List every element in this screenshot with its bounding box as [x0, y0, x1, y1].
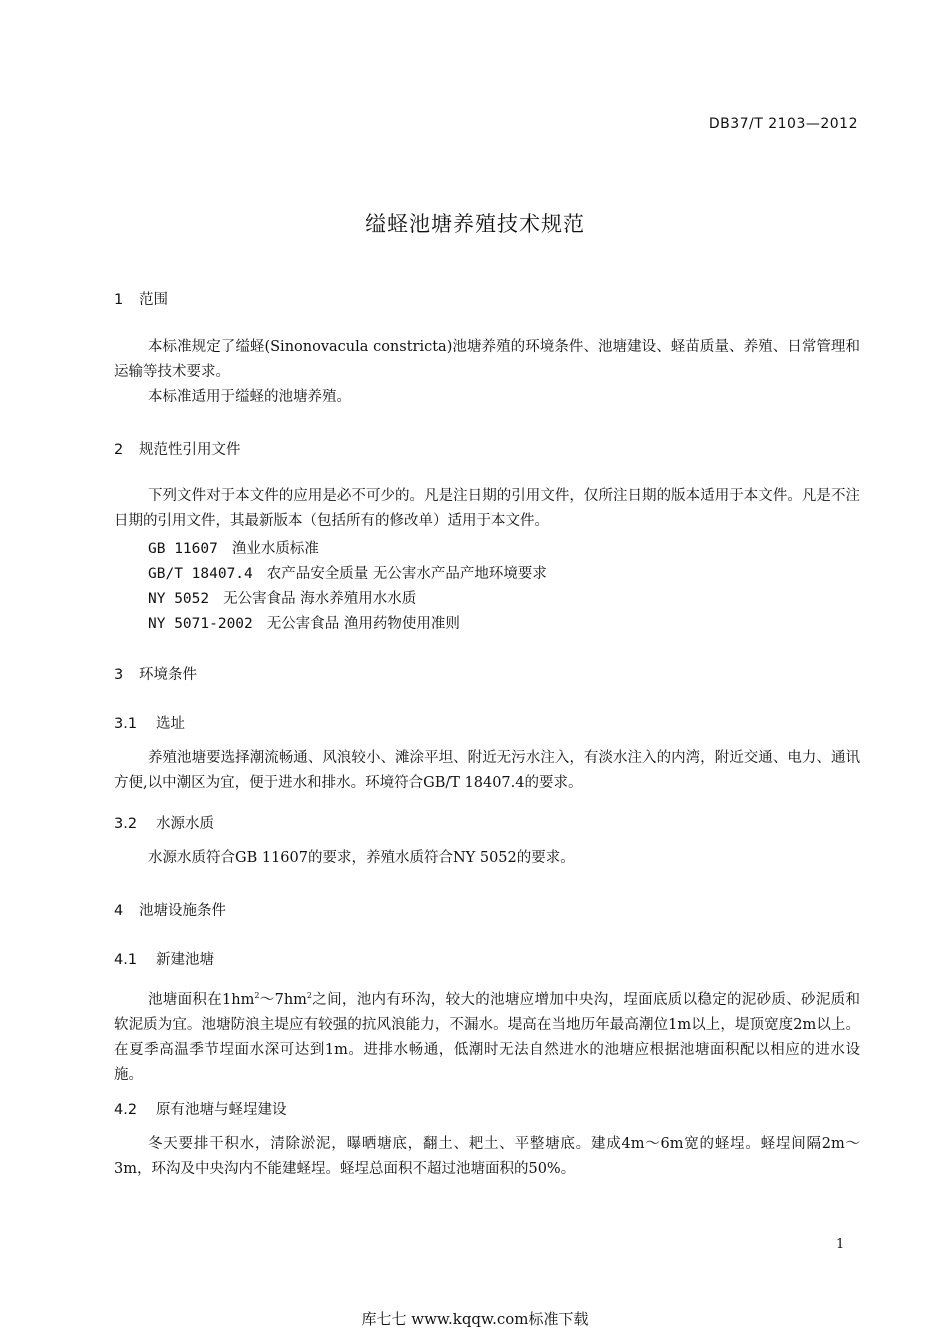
document-title: 缢蛏池塘养殖技术规范	[365, 212, 585, 236]
section-title: 环境条件	[139, 667, 197, 683]
section-number: 1	[114, 292, 124, 308]
subsection-number: 4.2	[114, 1102, 138, 1118]
section-number: 2	[114, 442, 124, 458]
subsection-title: 水源水质	[156, 816, 214, 832]
paragraph: 水源水质符合GB 11607的要求，养殖水质符合NY 5052的要求。	[148, 850, 575, 866]
subsection-title: 选址	[156, 716, 185, 732]
reference-item	[148, 537, 319, 558]
reference-item	[148, 562, 547, 583]
reference-item	[148, 612, 460, 633]
subsection-4-1-heading	[114, 948, 214, 969]
paragraph: 本标准规定了缢蛏(Sinonovacula constricta)池塘养殖的环境条件、池塘建设、蛏苗质量、养殖、日常管理和运输等技术要求。	[114, 339, 860, 380]
subsection-number: 4.1	[114, 952, 138, 968]
section-4-heading	[114, 899, 226, 920]
standard-code: DB37/T 2103—2012	[708, 116, 858, 132]
section-3-heading	[114, 663, 197, 684]
text-run: 池塘面积在1hm	[148, 992, 255, 1008]
reference-name: 无公害食品 渔用药物使用准则	[266, 616, 460, 632]
section-title: 规范性引用文件	[139, 442, 241, 458]
text-run: ～7hm	[259, 992, 307, 1008]
subsection-number: 3.2	[114, 816, 138, 832]
subsection-title: 原有池塘与蛏埕建设	[156, 1102, 287, 1118]
section-1-heading	[114, 288, 168, 309]
reference-code: NY 5052	[148, 591, 210, 607]
subsection-3-2-heading	[114, 812, 214, 833]
subsection-title: 新建池塘	[156, 952, 214, 968]
section-title: 范围	[139, 292, 168, 308]
reference-code: GB 11607	[148, 541, 218, 557]
section-title: 池塘设施条件	[139, 903, 226, 919]
paragraph: 下列文件对于本文件的应用是必不可少的。凡是注日期的引用文件，仅所注日期的版本适用于本文件。凡是不注日期的引用文件，其最新版本（包括所有的修改单）适用于本文件。	[114, 488, 860, 529]
reference-code: NY 5071-2002	[148, 616, 253, 632]
section-number: 4	[114, 903, 124, 919]
reference-code: GB/T 18407.4	[148, 566, 253, 582]
footer-watermark: 库七七 www.kqqw.com标准下载	[361, 1310, 589, 1328]
subsection-number: 3.1	[114, 716, 138, 732]
section-number: 3	[114, 667, 124, 683]
reference-name: 无公害食品 海水养殖用水水质	[223, 591, 417, 607]
section-2-heading	[114, 438, 241, 459]
reference-name: 渔业水质标准	[231, 541, 319, 557]
paragraph	[114, 983, 860, 1088]
superscript: 2	[254, 991, 260, 1000]
subsection-4-2-heading	[114, 1098, 287, 1119]
paragraph: 养殖池塘要选择潮流畅通、风浪较小、滩涂平坦、附近无污水注入，有淡水注入的内湾，附近交通、电力、通讯方便,以中潮区为宜，便于进水和排水。环境符合GB/T 18407.4的要求。	[114, 750, 860, 791]
reference-item	[148, 587, 416, 608]
page-number: 1	[836, 1237, 845, 1252]
paragraph: 本标准适用于缢蛏的池塘养殖。	[148, 389, 351, 405]
paragraph: 冬天要排干积水，清除淤泥，曝晒塘底，翻土、耙土、平整塘底。建成4m～6m宽的蛏埕。蛏埕间隔2m～3m，环沟及中央沟内不能建蛏埕。蛏埕总面积不超过池塘面积的50%。	[114, 1136, 860, 1177]
reference-name: 农产品安全质量 无公害水产品产地环境要求	[266, 566, 547, 582]
subsection-3-1-heading	[114, 712, 185, 733]
text-run: 之间，池内有环沟，较大的池塘应增加中央沟，埕面底质以稳定的泥砂质、砂泥质和软泥质为宜。池塘防浪主堤应有较强的抗风浪能力，不漏水。堤高在当地历年最高潮位1m以上，堤顶宽度2m以上。在夏季高温季节埕面水深可达到1m。进排水畅通，低潮时无法自然进水的池塘应根据池塘面积配以相应的进水设施。	[114, 992, 860, 1083]
superscript: 2	[306, 991, 312, 1000]
